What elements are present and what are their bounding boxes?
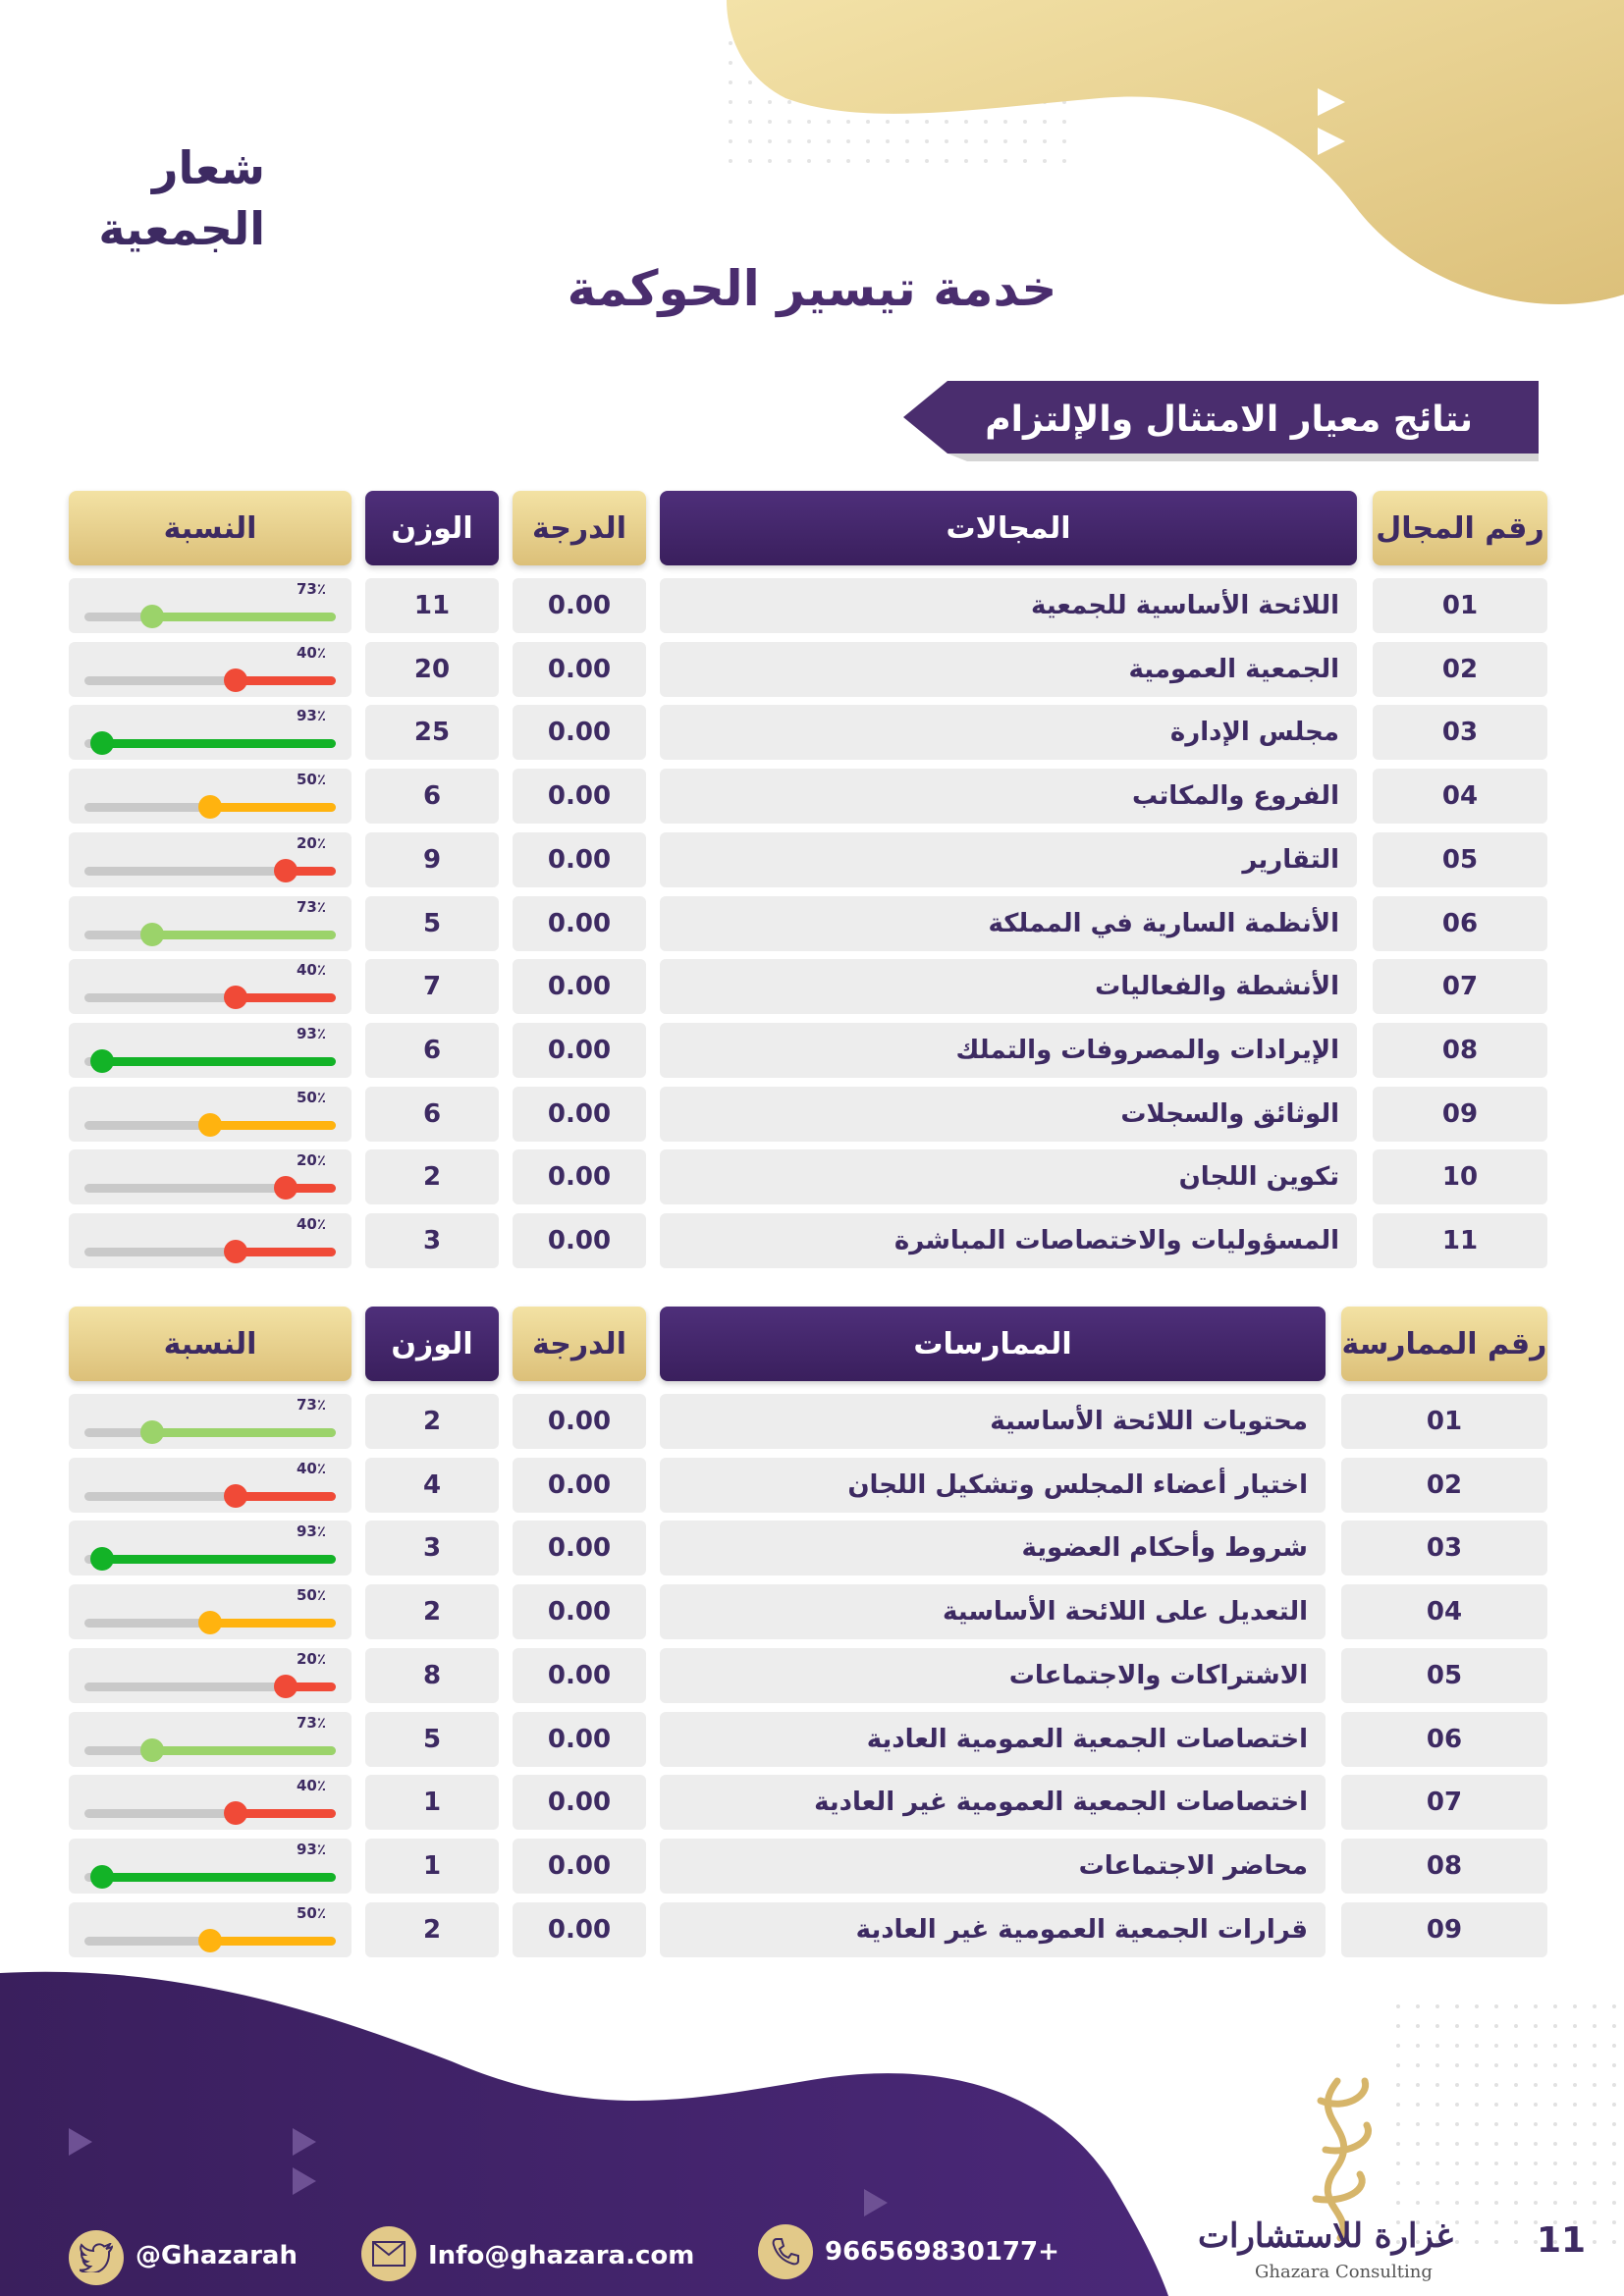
ratio-fill (152, 1746, 336, 1755)
ratio-percent-label: 73٪ (297, 580, 327, 598)
table-row (0, 1902, 1624, 1957)
ratio-percent-label: 93٪ (297, 1025, 327, 1042)
table-row (0, 1087, 1624, 1142)
ratio-percent-label: 20٪ (297, 1650, 327, 1668)
row-name: محاضر الاجتماعات (660, 1839, 1326, 1894)
row-weight: 25 (365, 705, 499, 760)
row-number: 07 (1341, 1775, 1547, 1830)
row-name: قرارات الجمعية العمومية غير العادية (660, 1902, 1326, 1957)
ratio-knob (90, 1547, 114, 1571)
header-score: الدرجة (513, 1307, 646, 1381)
row-score: 0.00 (513, 1839, 646, 1894)
row-ratio (69, 1087, 352, 1142)
ratio-knob (224, 1484, 247, 1508)
row-number: 01 (1373, 578, 1547, 633)
header-practice-number: رقم الممارسة (1341, 1307, 1547, 1381)
row-ratio (69, 959, 352, 1014)
ratio-percent-label: 20٪ (297, 1151, 327, 1169)
ratio-percent-label: 40٪ (297, 644, 327, 662)
row-weight: 2 (365, 1149, 499, 1204)
row-ratio (69, 1648, 352, 1703)
ratio-knob (198, 1611, 222, 1634)
table-row (0, 1213, 1624, 1268)
ratio-knob (198, 795, 222, 819)
ratio-fill (210, 1619, 336, 1628)
ratio-knob (140, 605, 164, 628)
row-ratio (69, 578, 352, 633)
row-number: 02 (1373, 642, 1547, 697)
ratio-knob (140, 1420, 164, 1444)
table-row (0, 896, 1624, 951)
row-weight: 5 (365, 1712, 499, 1767)
row-ratio (69, 832, 352, 887)
row-name: الأنظمة السارية في المملكة (660, 896, 1357, 951)
row-name: الفروع والمكاتب (660, 769, 1357, 824)
row-weight: 20 (365, 642, 499, 697)
table-row (0, 959, 1624, 1014)
ratio-percent-label: 50٪ (297, 771, 327, 788)
ratio-fill (236, 1248, 336, 1256)
row-number: 05 (1341, 1648, 1547, 1703)
twitter-bird-icon[interactable] (69, 2230, 124, 2285)
row-weight: 2 (365, 1584, 499, 1639)
row-ratio (69, 1521, 352, 1575)
ratio-fill (152, 1428, 336, 1437)
ratio-fill (236, 1809, 336, 1818)
table-row (0, 1584, 1624, 1639)
ratio-percent-label: 93٪ (297, 1522, 327, 1540)
header-ratio: النسبة (69, 1307, 352, 1381)
row-ratio (69, 1712, 352, 1767)
ratio-percent-label: 73٪ (297, 1714, 327, 1732)
table-row (0, 1775, 1624, 1830)
ratio-fill (236, 676, 336, 685)
row-ratio (69, 1584, 352, 1639)
table-row (0, 1712, 1624, 1767)
table-row (0, 1521, 1624, 1575)
row-weight: 3 (365, 1521, 499, 1575)
header-score: الدرجة (513, 491, 646, 565)
ratio-knob (274, 1675, 298, 1698)
row-score: 0.00 (513, 578, 646, 633)
ratio-knob (274, 859, 298, 882)
row-ratio (69, 1902, 352, 1957)
row-name: شروط وأحكام العضوية (660, 1521, 1326, 1575)
row-number: 11 (1373, 1213, 1547, 1268)
ratio-knob (224, 1801, 247, 1825)
header-domain-number: رقم المجال (1373, 491, 1547, 565)
row-number: 01 (1341, 1394, 1547, 1449)
ratio-fill (152, 613, 336, 621)
ratio-percent-label: 93٪ (297, 707, 327, 724)
row-score: 0.00 (513, 769, 646, 824)
row-name: اللائحة الأساسية للجمعية (660, 578, 1357, 633)
row-name: الاشتراكات والاجتماعات (660, 1648, 1326, 1703)
page-title: خدمة تيسير الحوكمة (567, 260, 1057, 317)
row-score: 0.00 (513, 1902, 646, 1957)
row-ratio (69, 1775, 352, 1830)
ratio-knob (140, 1738, 164, 1762)
row-name: الجمعية العمومية (660, 642, 1357, 697)
row-ratio (69, 769, 352, 824)
table-row (0, 1458, 1624, 1513)
ratio-fill (210, 1937, 336, 1946)
row-name: تكوين اللجان (660, 1149, 1357, 1204)
row-weight: 1 (365, 1839, 499, 1894)
row-weight: 6 (365, 1087, 499, 1142)
header-practices: الممارسات (660, 1307, 1326, 1381)
row-weight: 1 (365, 1775, 499, 1830)
table-row (0, 1394, 1624, 1449)
row-ratio (69, 1023, 352, 1078)
ratio-knob (224, 1240, 247, 1263)
row-weight: 6 (365, 1023, 499, 1078)
row-score: 0.00 (513, 1023, 646, 1078)
header-domains: المجالات (660, 491, 1357, 565)
ratio-knob (140, 923, 164, 946)
table-row (0, 1023, 1624, 1078)
ratio-knob (274, 1176, 298, 1200)
row-name: المسؤوليات والاختصاصات المباشرة (660, 1213, 1357, 1268)
row-ratio (69, 1458, 352, 1513)
brand-mark-icon (1316, 2081, 1369, 2238)
row-score: 0.00 (513, 1712, 646, 1767)
ratio-percent-label: 40٪ (297, 961, 327, 979)
row-number: 09 (1341, 1902, 1547, 1957)
ratio-knob (198, 1929, 222, 1952)
row-name: مجلس الإدارة (660, 705, 1357, 760)
table-row (0, 769, 1624, 824)
brand-name-arabic: غزارة للاستشارات (1198, 2216, 1454, 2256)
table-row (0, 705, 1624, 760)
row-number: 08 (1341, 1839, 1547, 1894)
row-weight: 4 (365, 1458, 499, 1513)
ratio-fill (102, 1555, 336, 1564)
row-score: 0.00 (513, 1458, 646, 1513)
twitter-handle[interactable]: @Ghazarah (135, 2241, 298, 2270)
ratio-fill (102, 1873, 336, 1882)
email-address[interactable]: Info@ghazara.com (428, 2241, 695, 2270)
row-ratio (69, 1213, 352, 1268)
row-score: 0.00 (513, 1087, 646, 1142)
ratio-fill (102, 739, 336, 748)
table-row (0, 1648, 1624, 1703)
row-name: محتويات اللائحة الأساسية (660, 1394, 1326, 1449)
ratio-percent-label: 50٪ (297, 1904, 327, 1922)
ratio-percent-label: 73٪ (297, 898, 327, 916)
row-number: 07 (1373, 959, 1547, 1014)
row-score: 0.00 (513, 1213, 646, 1268)
row-number: 02 (1341, 1458, 1547, 1513)
ratio-fill (210, 803, 336, 812)
ratio-percent-label: 50٪ (297, 1586, 327, 1604)
row-weight: 7 (365, 959, 499, 1014)
ratio-percent-label: 40٪ (297, 1460, 327, 1477)
table-row (0, 1149, 1624, 1204)
phone-number[interactable]: 966569830177+ (825, 2237, 1059, 2267)
row-weight: 2 (365, 1394, 499, 1449)
ratio-knob (224, 986, 247, 1009)
ratio-knob (90, 1049, 114, 1073)
ratio-percent-label: 93٪ (297, 1841, 327, 1858)
table-row (0, 832, 1624, 887)
row-score: 0.00 (513, 1775, 646, 1830)
ratio-fill (152, 931, 336, 939)
row-name: الإيرادات والمصروفات والتملك (660, 1023, 1357, 1078)
ratio-fill (236, 993, 336, 1002)
row-score: 0.00 (513, 642, 646, 697)
row-name: اختصاصات الجمعية العمومية العادية (660, 1712, 1326, 1767)
row-number: 03 (1373, 705, 1547, 760)
row-name: اختصاصات الجمعية العمومية غير العادية (660, 1775, 1326, 1830)
row-number: 06 (1341, 1712, 1547, 1767)
ratio-percent-label: 20٪ (297, 834, 327, 852)
row-name: التقارير (660, 832, 1357, 887)
row-number: 06 (1373, 896, 1547, 951)
ratio-percent-label: 50٪ (297, 1089, 327, 1106)
row-weight: 11 (365, 578, 499, 633)
row-score: 0.00 (513, 1149, 646, 1204)
envelope-icon[interactable] (361, 2226, 416, 2281)
association-logo-placeholder: شعار الجمعية (98, 141, 265, 255)
row-name: التعديل على اللائحة الأساسية (660, 1584, 1326, 1639)
row-score: 0.00 (513, 1521, 646, 1575)
row-ratio (69, 1394, 352, 1449)
ratio-knob (224, 668, 247, 692)
header-weight: الوزن (365, 1307, 499, 1381)
brand-name-english: Ghazara Consulting (1255, 2262, 1433, 2282)
row-number: 05 (1373, 832, 1547, 887)
row-score: 0.00 (513, 959, 646, 1014)
row-score: 0.00 (513, 1648, 646, 1703)
row-score: 0.00 (513, 1394, 646, 1449)
ratio-knob (90, 1865, 114, 1889)
header-ratio: النسبة (69, 491, 352, 565)
row-name: الأنشطة والفعاليات (660, 959, 1357, 1014)
ratio-fill (210, 1121, 336, 1130)
header-weight: الوزن (365, 491, 499, 565)
row-weight: 6 (365, 769, 499, 824)
table-row (0, 642, 1624, 697)
row-weight: 9 (365, 832, 499, 887)
ratio-fill (236, 1492, 336, 1501)
row-score: 0.00 (513, 705, 646, 760)
row-ratio (69, 642, 352, 697)
row-ratio (69, 1839, 352, 1894)
row-weight: 3 (365, 1213, 499, 1268)
row-weight: 8 (365, 1648, 499, 1703)
ratio-percent-label: 40٪ (297, 1777, 327, 1794)
table-row (0, 1839, 1624, 1894)
row-weight: 2 (365, 1902, 499, 1957)
ratio-percent-label: 73٪ (297, 1396, 327, 1414)
table-row (0, 578, 1624, 633)
ratio-fill (102, 1057, 336, 1066)
ratio-percent-label: 40٪ (297, 1215, 327, 1233)
row-weight: 5 (365, 896, 499, 951)
row-number: 03 (1341, 1521, 1547, 1575)
ratio-knob (90, 731, 114, 755)
row-number: 04 (1373, 769, 1547, 824)
row-name: اختيار أعضاء المجلس وتشكيل اللجان (660, 1458, 1326, 1513)
row-name: الوثائق والسجلات (660, 1087, 1357, 1142)
row-number: 09 (1373, 1087, 1547, 1142)
row-number: 10 (1373, 1149, 1547, 1204)
row-ratio (69, 1149, 352, 1204)
row-score: 0.00 (513, 1584, 646, 1639)
section-banner: نتائج معيار الامتثال والإلتزام (985, 400, 1473, 440)
ratio-knob (198, 1113, 222, 1137)
row-number: 08 (1373, 1023, 1547, 1078)
row-ratio (69, 705, 352, 760)
phone-icon[interactable] (758, 2224, 813, 2279)
row-ratio (69, 896, 352, 951)
row-score: 0.00 (513, 832, 646, 887)
page-number: 11 (1537, 2220, 1587, 2261)
row-number: 04 (1341, 1584, 1547, 1639)
row-score: 0.00 (513, 896, 646, 951)
